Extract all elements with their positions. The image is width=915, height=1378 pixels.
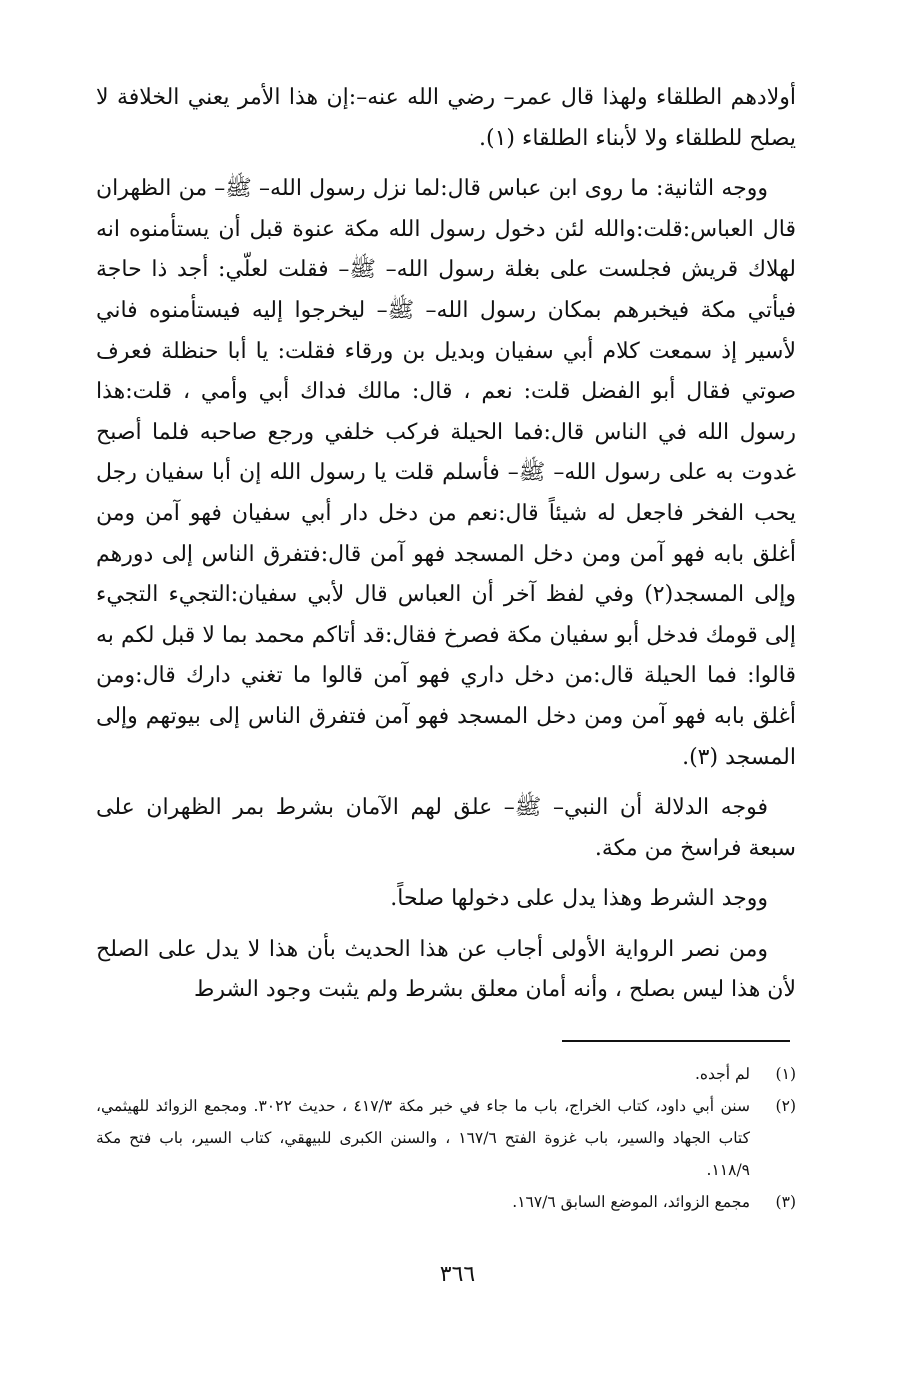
footnote-2 [96, 1090, 796, 1186]
page-number: ٣٦٦ [439, 1262, 476, 1287]
paragraph-1: أولادهم الطلقاء ولهذا قال عمر– رضي الله عنه–:إن هذا الأمر يعني الخلافة لا يصلح للطلقاء ولا لأبناء الطلقاء (١). [96, 85, 796, 151]
footnote-text: لم أجده. [694, 1065, 750, 1083]
footnote-number: (١) [775, 1065, 796, 1083]
footnote-3 [96, 1186, 796, 1218]
paragraph-3: فوجه الدلالة أن النبي– ﷺ– علق لهم الآمان بشرط بمر الظهران على سبعة فراسخ من مكة. [96, 795, 796, 861]
footnotes [96, 1058, 796, 1218]
footnote-number: (٣) [775, 1193, 796, 1211]
footnote-1 [96, 1058, 796, 1090]
paragraph-5: ومن نصر الرواية الأولى أجاب عن هذا الحديث بأن هذا لا يدل على الصلح لأن هذا ليس بصلح ، وأنه أمان معلق بشرط ولم يثبت وجود الشرط [96, 936, 796, 1003]
footnote-text: مجمع الزوائد، الموضع السابق ١٦٧/٦. [512, 1193, 750, 1211]
footnote-text: سنن أبي داود، كتاب الخراج، باب ما جاء في خبر مكة ٤١٧/٣ ، حديث ٣٠٢٢. ومجمع الزوائد للهيثمي، كتاب الجهاد والسير، باب غزوة الفتح ١٦٧/٦ ، والسنن الكبرى للبيهقي، كتاب السير، باب فتح مكة ١١٨/٩. [96, 1097, 750, 1179]
paragraph-2: ووجه الثانية: ما روى ابن عباس قال:لما نزل رسول الله– ﷺ– من الظهران قال العباس:قلت:والله لئن دخول رسول الله مكة عنوة قبل أن يستأمنوه انه لهلاك قريش فجلست على بغلة رسول الله– ﷺ– فقلت لعلّي: أجد ذا حاجة فيأتي مكة فيخبرهم بمكان رسول الله– ﷺ– ليخرجوا إليه فيستأمنوه فاني لأسير إذ سمعت كلام أبي سفيان وبديل بن ورقاء فقلت: يا أبا حنظلة فعرف صوتي فقال أبو الفضل قلت: نعم ، قال: مالك فداك أبي وأمي ، قلت:هذا رسول الله في الناس قال:فما الحيلة فركب خلفي ورجع صاحبه فلما أصبح غدوت به على رسول الله– ﷺ– فأسلم قلت يا رسول الله إن أبا سفيان رجل يحب الفخر فاجعل له شيئاً قال:نعم من دخل دار أبي سفيان فهو آمن ومن أغلق بابه فهو آمن ومن دخل المسجد فهو آمن قال:فتفرق الناس إلى دورهم وإلى المسجد(٢) وفي لفظ آخر أن العباس قال لأبي سفيان:التجيء التجيء إلى قومك فدخل أبو سفيان مكة فصرخ فقال:قد أتاكم محمد بما لا قبل لكم به قالوا: فما الحيلة قال:من دخل داري فهو آمن قالوا ما تغني دارك قال:ومن أغلق بابه فهو آمن ومن دخل المسجد فهو آمن فتفرق الناس إلى بيوتهم وإلى المسجد (٣). [96, 176, 796, 770]
footnote-number: (٢) [775, 1097, 796, 1115]
paragraph-4: ووجد الشرط وهذا يدل على دخولها صلحاً. [390, 886, 768, 912]
main-text [96, 78, 796, 1021]
footnote-separator [562, 1040, 790, 1042]
